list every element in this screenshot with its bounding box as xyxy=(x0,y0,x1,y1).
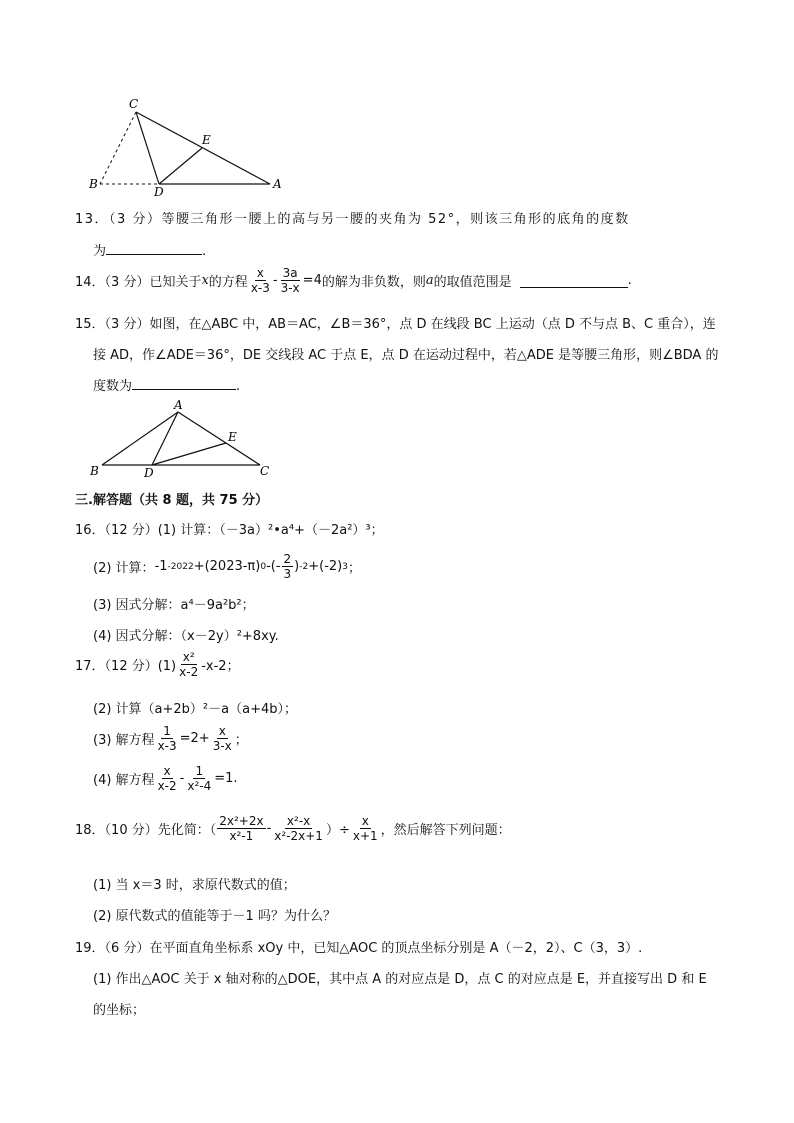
q14-f1-num: x xyxy=(256,266,264,280)
q13-line2-text: 为 xyxy=(93,244,107,259)
q18-f2-den: x²-2x+1 xyxy=(274,829,323,843)
q16-p2-c-exp: -2 xyxy=(299,561,309,572)
figure-triangle-abc xyxy=(82,396,282,482)
q17-p1-den: x-2 xyxy=(179,665,199,679)
figure-triangle-bda xyxy=(80,90,300,200)
edge-de xyxy=(159,148,202,184)
q17-p4-pre: (4) 解方程 xyxy=(93,773,155,788)
q18-post: ，然后解答下列问题： xyxy=(380,823,511,838)
q14-answer-blank[interactable] xyxy=(520,273,628,288)
q16-p2-d-exp: 3 xyxy=(342,561,348,572)
q17-p1-pre: 17．（12 分）(1) xyxy=(75,659,177,674)
q17-p4-den2: x²-4 xyxy=(187,779,212,793)
q14-f2-num: 3a xyxy=(282,266,298,280)
q18-pre: 18．（10 分）先化简：（ xyxy=(75,823,217,838)
q18-f2-num: x²-x xyxy=(286,814,311,828)
q14: 14．（3 分）已知关于 x 的方程 $\frac{x}{x-3}$ - $\frac{3a}{3-x}$ =4 的解为非负数，则 a 的取值范围是 . xyxy=(75,266,632,295)
q16-p2-end: ； xyxy=(347,561,361,576)
q16-part1: 16．（12 分）(1) 计算：（－3a）²•a⁴+（－2a²）³； xyxy=(75,523,384,538)
q18-f3-den: x+1 xyxy=(352,829,378,843)
q18-f1-num: 2x²+2x xyxy=(219,814,264,828)
q14-post: 的解为非负数，则 xyxy=(321,275,426,290)
q16-part3: (3) 因式分解：a⁴－9a²b²； xyxy=(93,598,255,613)
q18-fraction-2 xyxy=(272,814,325,843)
q16-part2 xyxy=(93,552,361,581)
label-d: D xyxy=(154,185,164,199)
q18-part1: (1) 当 x＝3 时，求原代数式的值； xyxy=(93,878,296,893)
q14-f2-den: 3-x xyxy=(280,281,300,295)
label-c: C xyxy=(129,97,139,111)
q17-p4-fraction-2 xyxy=(185,764,213,793)
q14-fraction-1 xyxy=(249,266,272,295)
q18-main xyxy=(75,814,511,843)
q17-p3-mid: =2+ xyxy=(179,731,210,746)
q17-p3-num1: 1 xyxy=(163,724,171,738)
q17-p4-end: =1. xyxy=(214,771,238,786)
label-e: E xyxy=(202,133,211,147)
q16-p2-fraction xyxy=(282,552,294,581)
q16-p2-close: ) xyxy=(294,559,300,574)
q17-part4 xyxy=(93,764,238,793)
q15-answer-blank[interactable] xyxy=(132,375,236,390)
q18-f3-num: x xyxy=(361,814,369,828)
q14-eq: =4 xyxy=(302,273,322,288)
edge-de xyxy=(152,443,226,465)
q19-line1: 19．（6 分）在平面直角坐标系 xOy 中，已知△AOC 的顶点坐标分别是 A（－2，2）、C（3，3）. xyxy=(75,941,643,956)
label-e: E xyxy=(228,430,237,444)
q14-mid: 的方程 xyxy=(208,275,248,290)
q17-p3-den2: 3-x xyxy=(212,739,232,753)
q16-p2-a: -1 xyxy=(154,559,168,574)
q18-part2: (2) 原代数式的值能等于－1 吗？为什么？ xyxy=(93,909,336,924)
q16-p2-a-exp: -2022 xyxy=(167,561,194,572)
q18-div: ）÷ xyxy=(325,823,350,838)
q14-f1-den: x-3 xyxy=(250,281,270,295)
q17-p4-fraction-1 xyxy=(156,764,179,793)
q17-p4-num1: x xyxy=(163,764,171,778)
q16-p2-frac-num: 2 xyxy=(283,552,292,566)
q19-line3: 的坐标； xyxy=(93,1003,146,1018)
q17-part1 xyxy=(75,650,240,679)
q13-answer-blank[interactable] xyxy=(106,240,202,255)
q17-p1-fraction xyxy=(177,650,200,679)
q16-part4: (4) 因式分解：（x－2y）²+8xy. xyxy=(93,629,279,644)
q18-f1-den: x²-1 xyxy=(229,829,254,843)
q15-line3-text: 度数为 xyxy=(93,379,133,394)
section-heading: 三.解答题（共 8 题，共 75 分） xyxy=(75,493,269,508)
label-a: A xyxy=(273,177,282,191)
edge-ad xyxy=(152,412,178,465)
q16-p2-pre: (2) 计算： xyxy=(93,561,155,576)
q15-line1: 15．（3 分）如图，在△ABC 中，AB＝AC，∠B＝36°，点 D 在线段 BC 上运动（点 D 不与点 B、C 重合），连 xyxy=(75,317,716,332)
q19-line2: (1) 作出△AOC 关于 x 轴对称的△DOE，其中点 A 的对应点是 D，点 C 的对应点是 E，并直接写出 D 和 E xyxy=(93,972,707,987)
q15-line3: 度数为 . xyxy=(93,375,240,394)
label-b: B xyxy=(89,177,98,191)
q14-minus: - xyxy=(272,273,278,288)
q17-p3-end: ； xyxy=(234,733,248,748)
label-c: C xyxy=(260,464,270,478)
q14-a: a xyxy=(425,273,434,288)
label-a: A xyxy=(174,398,183,412)
q16-p2-b-exp: 0 xyxy=(260,561,267,572)
q14-pre: 14．（3 分）已知关于 xyxy=(75,275,202,290)
q18-fraction-1 xyxy=(217,814,265,843)
q18-fraction-3 xyxy=(351,814,380,843)
q14-var: x xyxy=(201,273,209,288)
q17-p1-num: x² xyxy=(182,650,195,664)
q17-p3-fraction-1 xyxy=(156,724,179,753)
label-b: B xyxy=(90,464,99,478)
q17-p3-num2: x xyxy=(218,724,226,738)
q16-p2-c: -(- xyxy=(266,559,281,574)
q16-p2-frac-den: 3 xyxy=(283,567,292,581)
q15-line2: 接 AD，作∠ADE＝36°，DE 交线段 AC 于点 E，点 D 在运动过程中，若△ADE 是等腰三角形，则∠BDA 的 xyxy=(93,348,719,363)
q17-p3-den1: x-3 xyxy=(157,739,177,753)
q13-line1: 13．（3 分）等腰三角形一腰上的高与另一腰的夹角为 52°，则该三角形的底角的度数 xyxy=(75,212,630,227)
q13-line2: 为 . xyxy=(93,240,206,259)
q17-p3-pre: (3) 解方程 xyxy=(93,733,155,748)
edge-ac xyxy=(178,412,260,465)
q17-p1-post: -x-2； xyxy=(201,659,240,674)
edge-cb-dashed xyxy=(100,112,136,184)
q17-part3 xyxy=(93,724,248,753)
label-d: D xyxy=(144,466,154,480)
q17-p4-num2: 1 xyxy=(195,764,204,778)
q16-p2-b: +(2023-π) xyxy=(193,559,261,574)
q17-p4-den1: x-2 xyxy=(157,779,177,793)
edge-ab xyxy=(102,412,178,465)
q14-fraction-2 xyxy=(279,266,302,295)
q14-post2: 的取值范围是 xyxy=(433,275,512,290)
q16-p2-d: +(-2) xyxy=(308,559,343,574)
q17-p4-mid: - xyxy=(179,771,185,786)
q18-minus: - xyxy=(266,821,272,836)
q17-p3-fraction-2 xyxy=(211,724,234,753)
q17-part2: (2) 计算（a+2b）²－a（a+4b）； xyxy=(93,702,297,717)
